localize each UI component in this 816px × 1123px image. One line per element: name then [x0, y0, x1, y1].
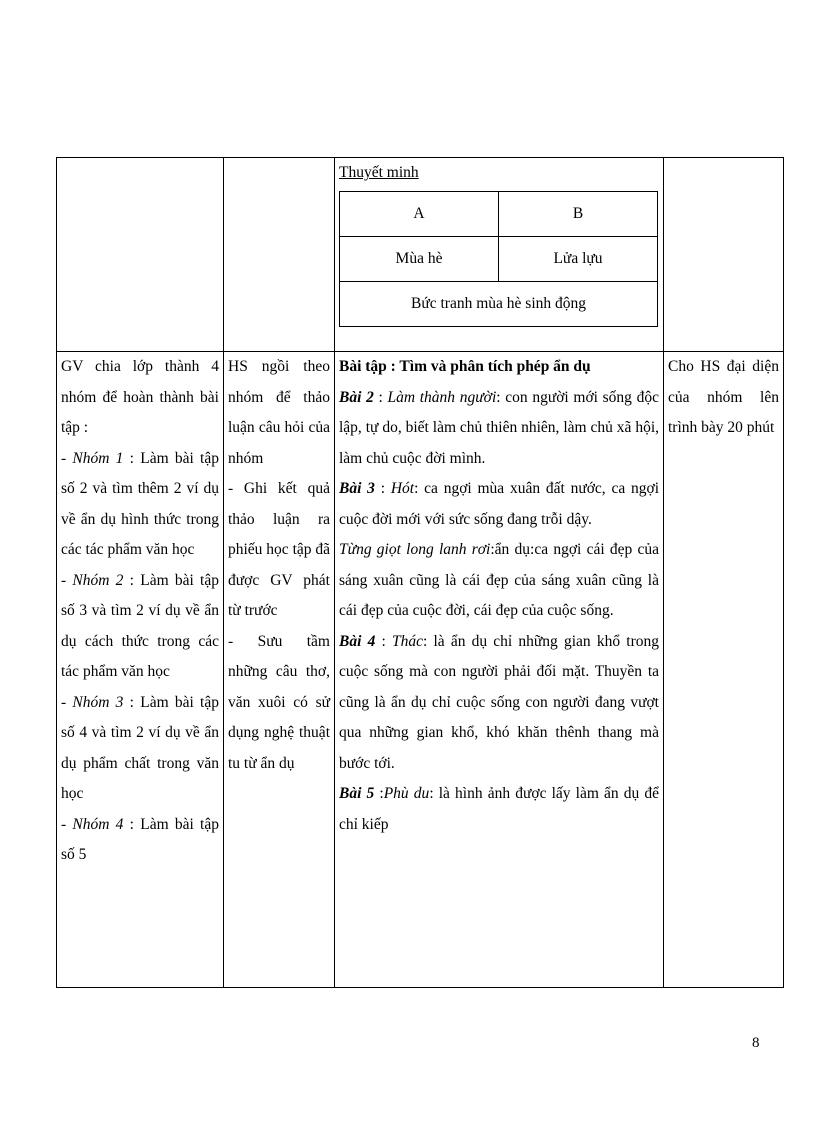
empty-cell: [57, 158, 224, 352]
group-2-task: - Nhóm 2 : Làm bài tập số 3 và tìm 2 ví dụ về ẩn dụ cách thức trong các tác phẩm văn học: [61, 571, 219, 680]
thuyet-minh-heading: Thuyết minh: [339, 164, 419, 181]
student-activity-cell: [224, 352, 335, 988]
giot-long-lanh: Từng giọt long lanh rơi:ẩn dụ:ca ngợi cái đẹp của sáng xuân cũng là cái đẹp của sáng xuân cũng là cái đẹp của cuộc đời, cái đẹp của cuộc sống.: [339, 541, 659, 619]
group-1-task: - Nhóm 1 : Làm bài tập số 2 và tìm thêm 2 ví dụ về ẩn dụ hình thức trong các tác phẩm văn học: [61, 449, 219, 558]
header-a: A: [340, 191, 499, 236]
bai-4: Bài 4 : Thác: là ẩn dụ chỉ những gian khổ trong cuộc sống mà con người phải đối mặt. Thuyền ta cũng là ẩn dụ chỉ cuộc sống con người đang vượt qua những gian khổ, khó khăn thênh thang mà bước tới.: [339, 632, 659, 772]
bai-2: Bài 2 : Làm thành người: con người mới sống độc lập, tự do, biết làm chủ thiên nhiên, làm chủ xã hội, làm chủ cuộc đời mình.: [339, 388, 659, 467]
table-row: [57, 158, 784, 352]
student-item: - Sưu tầm những câu thơ, văn xuôi có sử dụng nghệ thuật tu từ ẩn dụ: [228, 632, 330, 772]
time-cell: [664, 352, 784, 988]
content-cell: [335, 352, 664, 988]
teacher-activity-cell: [57, 352, 224, 988]
student-item: HS ngồi theo nhóm để thảo luận câu hỏi của nhóm: [228, 358, 330, 467]
teacher-intro: GV chia lớp thành 4 nhóm để hoàn thành bài tập :: [61, 358, 219, 436]
comparison-table: [339, 191, 658, 327]
lesson-plan-table: [56, 157, 784, 988]
bai-5: Bài 5 :Phù du: là hình ảnh được lấy làm ẩn dụ để chỉ kiếp: [339, 785, 660, 833]
empty-cell: [664, 158, 784, 352]
group-3-task: - Nhóm 3 : Làm bài tập số 4 và tìm 2 ví dụ về ẩn dụ phẩm chất trong văn học: [61, 693, 219, 802]
empty-cell: [224, 158, 335, 352]
thuyet-minh-cell: [335, 158, 664, 352]
merged-cell: Bức tranh mùa hè sinh động: [340, 281, 658, 326]
student-item: - Ghi kết quả thảo luận ra phiếu học tập đã được GV phát từ trước: [228, 480, 331, 619]
header-b: B: [499, 191, 658, 236]
bai-3: Bài 3 : Hót: ca ngợi mùa xuân đất nước, ca ngợi cuộc đời mới với sức sống đang trỗi dậy.: [339, 480, 659, 528]
cell-lua-luu: Lửa lựu: [499, 236, 658, 281]
table-row: [340, 191, 658, 236]
table-row: [57, 352, 784, 988]
page-number: 8: [752, 1035, 760, 1051]
time-text: Cho HS đại diện của nhóm lên trình bày 20 phút: [668, 358, 779, 436]
cell-mua-he: Mùa hè: [340, 236, 499, 281]
group-4-task: - Nhóm 4 : Làm bài tập số 5: [61, 815, 219, 863]
table-row: [340, 281, 658, 326]
exercise-title: Bài tập : Tìm và phân tích phép ẩn dụ: [339, 358, 591, 375]
table-row: [340, 236, 658, 281]
